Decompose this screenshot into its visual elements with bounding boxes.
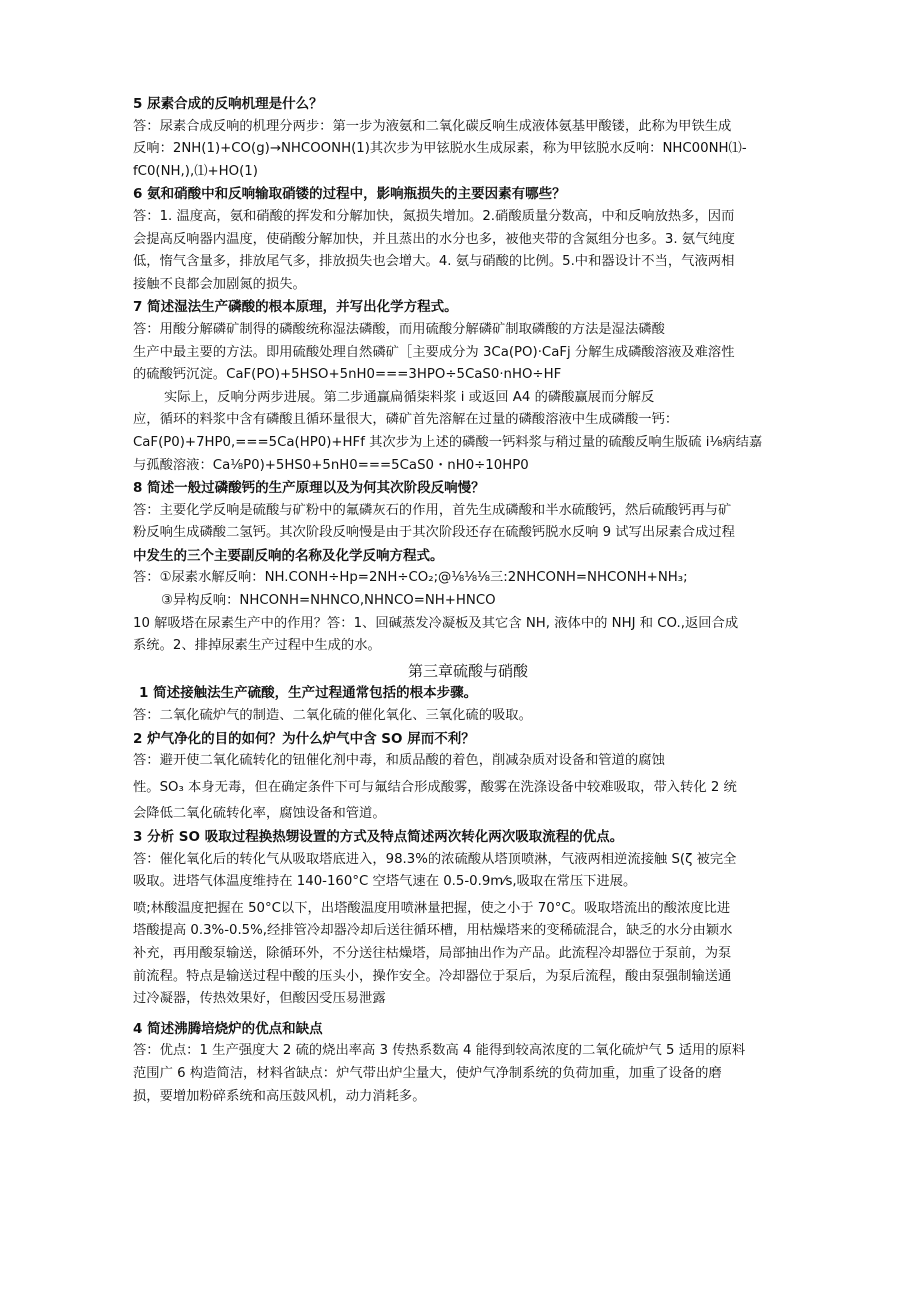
text-line: 答：1. 温度高，氨和硝酸的挥发和分解加快，氮损失增加。2.硝酸质量分数高，中和反响放热多，因而 bbox=[133, 208, 735, 224]
text-line: 答：用酸分解磷矿制得的磷酸统称湿法磷酸，而用硫酸分解磷矿制取磷酸的方法是湿法磷酸 bbox=[133, 321, 665, 337]
text-line: 接触不良都会加剧氮的损失。 bbox=[133, 276, 306, 292]
text-line: fC0(NH,),⑴+HO(1) bbox=[133, 163, 258, 179]
text-line: 答：①尿素水解反响：NH.CONH÷Hp=2NH÷CO₂;@⅛⅛⅛三:2NHCONH=NHCONH+NH₃; bbox=[133, 570, 688, 586]
text-line: 答：催化氧化后的转化气从吸取塔底进入，98.3%的浓硫酸从塔顶喷淋，气液两相逆流接触 S(ζ 被完全 bbox=[133, 851, 737, 867]
text-line: 答：主要化学反响是硫酸与矿粉中的氟磷灰石的作用，首先生成磷酸和半水硫酸钙，然后硫酸钙再与矿 bbox=[133, 502, 732, 518]
text-line: 会降低二氧化硫转化率，腐蚀设备和管道。 bbox=[133, 806, 386, 822]
text-line: 会提高反响器内温度，使硝酸分解加快，并且蒸出的水分也多，被他夹带的含氮组分也多。3. 氨气纯度 bbox=[133, 231, 735, 247]
text-line: 损，要增加粉碎系统和高压鼓风机，动力消耗多。 bbox=[133, 1088, 426, 1104]
question-heading: 2 炉气净化的目的如何？为什么炉气中含 SO 屏而不利？ bbox=[133, 730, 475, 747]
text-line: 10 解吸塔在尿素生产中的作用？答：1、回碱蒸发冷凝板及其它含 NH, 液体中的 NHJ 和 CO.,返回合成 bbox=[133, 615, 739, 631]
question-heading: 5 尿素合成的反响机理是什么？ bbox=[133, 96, 323, 112]
text-line: 答：避开使二氧化硫转化的钮催化剂中毒，和质品酸的着色，削减杂质对设备和管道的腐蚀 bbox=[133, 753, 665, 769]
text-line: 塔酸提高 0.3%-0.5%,经排管冷却器冷却后送往循环槽，用枯燥塔来的变稀硫混合，缺乏的水分由颖水 bbox=[133, 923, 733, 939]
text-line: 与孤酸溶液：Ca⅛P0)+5HS0+5nH0===5CaS0・nH0÷10HP0 bbox=[133, 457, 529, 473]
question-heading: 4 简述沸腾培烧炉的优点和缺点 bbox=[133, 1020, 323, 1037]
question-heading: 8 简述一般过磷酸钙的生产原理以及为何其次阶段反响慢？ bbox=[133, 480, 485, 497]
text-line: ③异构反响：NHCONH=NHNCO,NHNCO=NH+HNCO bbox=[161, 593, 496, 609]
text-line: 低，惰气含量多，排放尾气多，排放损失也会增大。4. 氨与硝酸的比例。5.中和器设计不当，气液两相 bbox=[133, 254, 735, 270]
text-line: 补充，再用酸泵输送，除循环外，不分送往枯燥塔，局部抽出作为产品。此流程冷却器位于泵前，为泵 bbox=[133, 945, 732, 961]
text-line: 吸取。进塔气体温度维持在 140-160°C 空塔气速在 0.5-0.9m⁄s,吸取在常压下进展。 bbox=[133, 874, 637, 890]
text-line: 系统。2、排掉尿素生产过程中生成的水。 bbox=[133, 638, 381, 654]
text-line: 前流程。特点是输送过程中酸的压头小，操作安全。冷却器位于泵后，为泵后流程，酸由泵强制输送通 bbox=[133, 968, 732, 984]
question-heading: 3 分析 SO 吸取过程换热甥设置的方式及特点简述两次转化两次吸取流程的优点。 bbox=[133, 829, 624, 845]
question-heading: 中发生的三个主要副反响的名称及化学反响方程式。 bbox=[133, 547, 444, 564]
text-line: 答：二氧化硫炉气的制造、二氧化硫的催化氧化、三氧化硫的吸取。 bbox=[133, 708, 532, 724]
chapter-title: 第三章硫酸与硝酸 bbox=[407, 661, 528, 680]
text-line: 过冷凝器，传热效果好，但酸因受压易泄露 bbox=[133, 991, 386, 1007]
question-heading: 7 简述湿法生产磷酸的根本原理，并写出化学方程式。 bbox=[133, 299, 458, 316]
text-line: CaF(P0)+7HP0,===5Ca(HP0)+HFf 其次步为上述的磷酸一钙料浆与稍过量的硫酸反响生版硫 i⅛病结嘉 bbox=[133, 434, 763, 450]
text-line: 粉反响生成磷酸二氢钙。其次阶段反响慢是由于其次阶段还存在硫酸钙脱水反响 9 试写出尿素合成过程 bbox=[133, 525, 735, 541]
question-heading: 6 氨和硝酸中和反响输取硝镂的过程中，影响瓶损失的主要因素有哪些？ bbox=[133, 186, 566, 203]
text-line: 应，循环的料浆中含有磷酸且循环量很大，磷矿首先溶解在过量的磷酸溶液中生成磷酸一钙： bbox=[133, 412, 679, 428]
text-line: 答：尿素合成反响的机理分两步：第一步为液氨和二氧化碳反响生成液体氨基甲酸镂，此称为甲铁生成 bbox=[133, 118, 732, 134]
text-line: 反响：2NH(1)+CO(g)→NHCOONH(1)其次步为甲铉脱水生成尿素，称为甲铉脱水反响：NHC00NH⑴- bbox=[133, 141, 747, 157]
document-body bbox=[133, 93, 803, 1108]
text-line: 生产中最主要的方法。即用硫酸处理自然磷矿［主要成分为 3Ca(PO)·CaFj 分解生成磷酸溶液及难溶性 bbox=[133, 344, 735, 360]
text-line: 性。SO₃ 本身无毒，但在确定条件下可与氟结合形成酸雾，酸雾在洗涤设备中较难吸取，带入转化 2 统 bbox=[133, 779, 737, 795]
text-line: 答：优点：1 生产强度大 2 硫的烧出率高 3 传热系数高 4 能得到较高浓度的二氧化硫炉气 5 适用的原料 bbox=[133, 1043, 746, 1059]
text-line: 喷;林酸温度把握在 50°C以下，出塔酸温度用喷淋量把握，使之小于 70°C。吸取塔流出的酸浓度比进 bbox=[133, 900, 731, 916]
text-line: 的硫酸钙沉淀。CaF(PO)+5HSO+5nH0===3HPO÷5CaS0·nHO÷HF bbox=[133, 367, 562, 383]
question-heading: 1 简述接触法生产硫酸，生产过程通常包括的根本步骤。 bbox=[139, 685, 478, 702]
text-line: 实际上，反响分两步进展。第二步通赢扁循柒料浆 i 或返回 A4 的磷酸赢展而分解反 bbox=[164, 389, 655, 405]
text-line: 范围广 6 构造简洁，材料省缺点：炉气带出炉尘量大，使炉气净制系统的负荷加重，加重了设备的磨 bbox=[133, 1065, 722, 1081]
